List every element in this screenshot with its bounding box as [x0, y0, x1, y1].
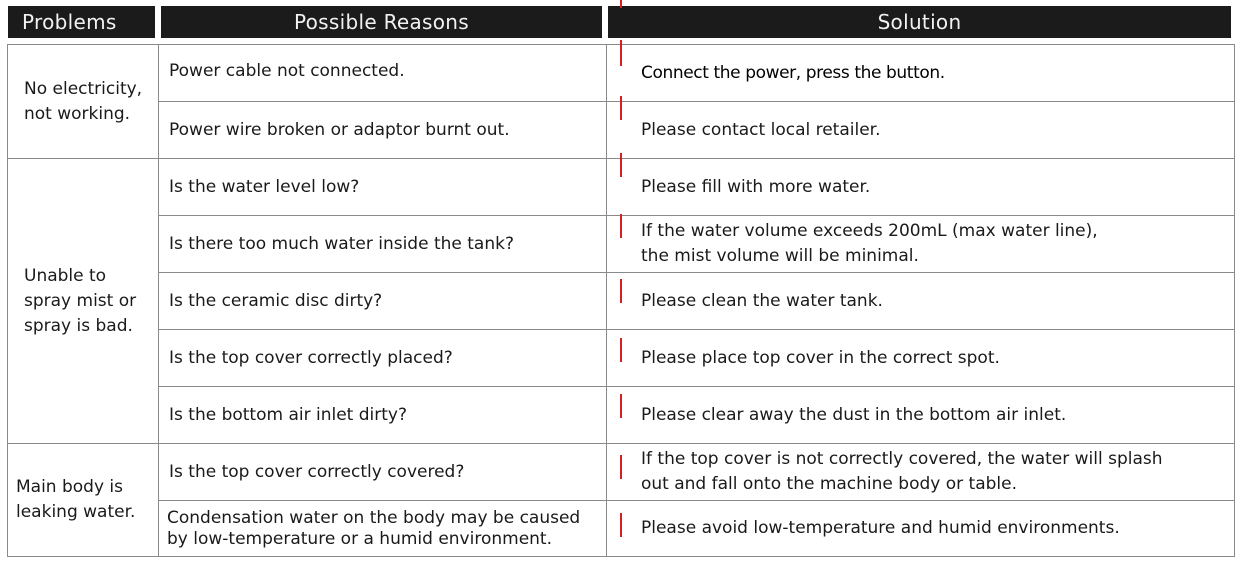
- problem-text: No electricity, not working.: [24, 78, 143, 124]
- reason-text: Is the bottom air inlet dirty?: [169, 404, 407, 425]
- solution-cell: [606, 272, 1235, 330]
- reason-cell: [158, 272, 607, 330]
- marker-bar: [620, 338, 622, 362]
- reason-cell: [158, 44, 607, 102]
- problem-text: Unable to spray mist or spray is bad.: [24, 265, 137, 336]
- reason-cell: [158, 443, 607, 501]
- solution-text: If the top cover is not correctly covered, the water will splash out and fall onto the machine body or table.: [641, 449, 1163, 494]
- solution-text: Please fill with more water.: [641, 176, 871, 197]
- problem-no-electricity: [7, 44, 159, 159]
- solution-text: If the water volume exceeds 200mL (max water line), the mist volume will be minimal.: [641, 221, 1098, 266]
- reason-text: Power cable not connected.: [169, 61, 405, 81]
- problem-unable-to-spray: [7, 158, 159, 444]
- problem-leaking-water: [7, 443, 159, 557]
- solution-cell: [606, 500, 1235, 557]
- marker-bar: [620, 214, 622, 238]
- solution-cell: [606, 329, 1235, 387]
- solution-cell: [606, 215, 1235, 273]
- reason-cell: [158, 329, 607, 387]
- marker-bar: [620, 153, 622, 177]
- header-problems: Problems: [8, 6, 155, 38]
- reason-text: Is the top cover correctly placed?: [169, 347, 453, 368]
- marker-bar: [620, 279, 622, 303]
- reason-cell: [158, 386, 607, 444]
- solution-text: Please avoid low-temperature and humid environments.: [641, 518, 1120, 538]
- solution-cell: [606, 443, 1235, 501]
- solution-cell: [606, 158, 1235, 216]
- solution-text: Please clean the water tank.: [641, 290, 883, 311]
- header-possible-reasons: Possible Reasons: [161, 6, 602, 38]
- problem-text: Main body is leaking water.: [16, 477, 136, 522]
- solution-text: Connect the power, press the button.: [641, 63, 945, 83]
- marker-bar: [620, 40, 622, 66]
- solution-cell: [606, 101, 1235, 159]
- solution-cell: [606, 386, 1235, 444]
- header-solution: Solution: [608, 6, 1231, 38]
- solution-text: Please contact local retailer.: [641, 119, 881, 140]
- reason-text: Condensation water on the body may be caused by low-temperature or a humid environment.: [167, 507, 581, 549]
- marker-bar: [620, 394, 622, 418]
- marker-bar: [620, 513, 622, 537]
- solution-text: Please clear away the dust in the bottom air inlet.: [641, 404, 1067, 425]
- reason-cell: [158, 101, 607, 159]
- reason-text: Is the top cover correctly covered?: [169, 461, 465, 482]
- reason-cell: [158, 215, 607, 273]
- reason-text: Is the water level low?: [169, 176, 360, 197]
- reason-text: Is there too much water inside the tank?: [169, 233, 514, 254]
- marker-bar: [620, 96, 622, 120]
- marker-header-line: [620, 0, 622, 8]
- reason-text: Power wire broken or adaptor burnt out.: [169, 119, 510, 140]
- solution-cell: [606, 44, 1235, 102]
- reason-cell: [158, 500, 607, 557]
- marker-bar: [620, 455, 622, 479]
- solution-text: Please place top cover in the correct spot.: [641, 347, 1000, 368]
- reason-cell: [158, 158, 607, 216]
- reason-text: Is the ceramic disc dirty?: [169, 290, 383, 311]
